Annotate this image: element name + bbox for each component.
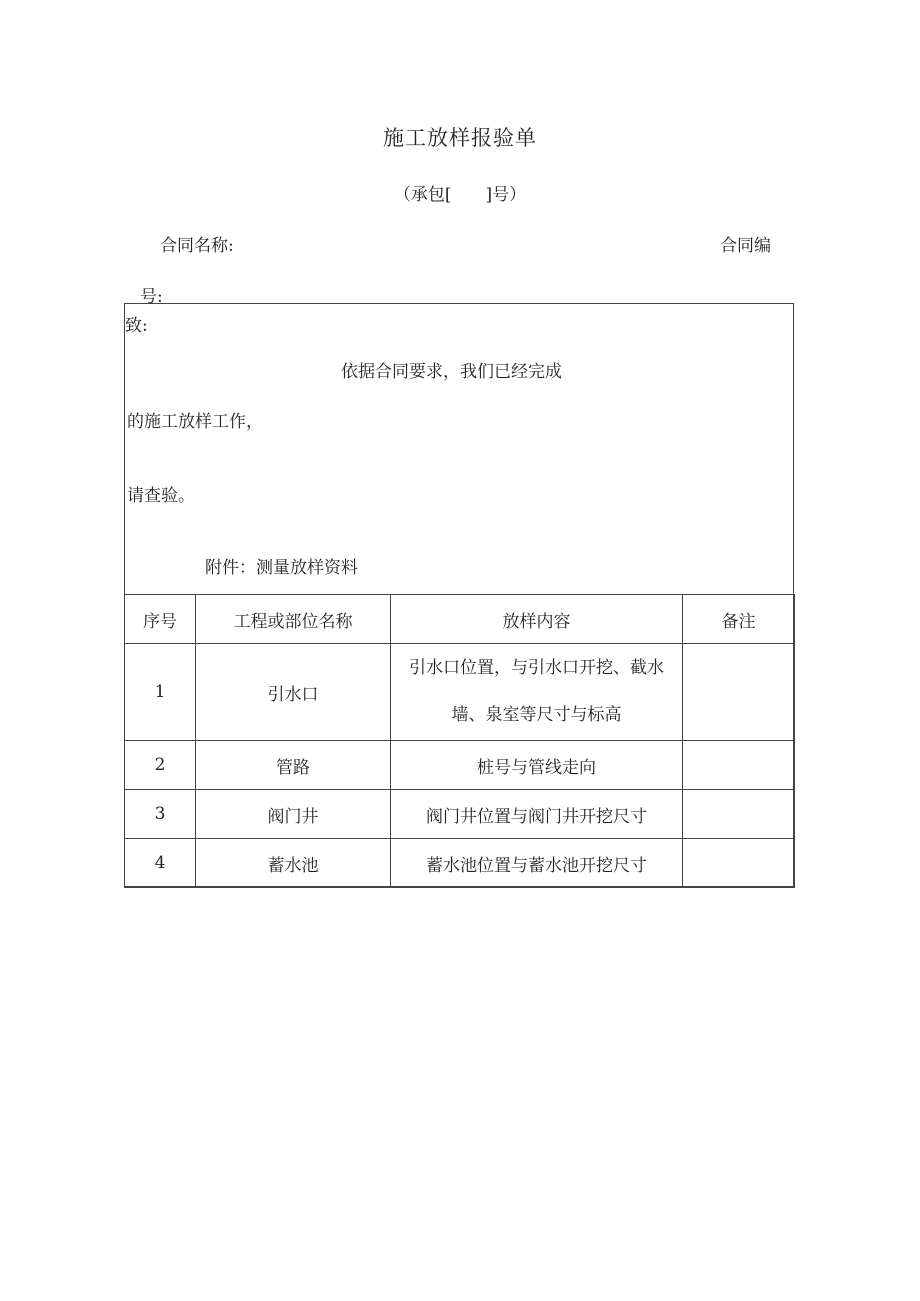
recipient-label: 致: — [125, 316, 148, 336]
row-staking-content: 阀门井位置与阀门井开挖尺寸 — [391, 790, 683, 839]
row-remark[interactable] — [683, 790, 795, 839]
row-serial-no: 2 — [125, 741, 196, 790]
row-remark[interactable] — [683, 839, 795, 888]
contract-name-label: 合同名称: — [160, 236, 234, 256]
row-staking-content — [391, 644, 683, 741]
inspection-form — [124, 303, 794, 887]
row-item-name: 管路 — [196, 741, 391, 790]
row-staking-content: 蓄水池位置与蓄水池开挖尺寸 — [391, 839, 683, 888]
row-staking-content-line-1: 引水口位置，与引水口开挖、截水 — [409, 658, 664, 678]
row-staking-content: 桩号与管线走向 — [391, 741, 683, 790]
staking-items-table — [124, 594, 795, 888]
row-remark[interactable] — [683, 741, 795, 790]
row-item-name: 阀门井 — [196, 790, 391, 839]
header-serial-no: 序号 — [125, 595, 196, 644]
table-row — [125, 839, 795, 888]
table-header-row — [125, 595, 795, 644]
form-body-line-3: 请查验。 — [127, 486, 195, 506]
document-title: 施工放样报验单 — [383, 126, 537, 150]
table-row — [125, 790, 795, 839]
header-item-name: 工程或部位名称 — [196, 595, 391, 644]
header-staking-content: 放样内容 — [391, 595, 683, 644]
contract-number-label-part2: 号: — [140, 287, 163, 307]
row-serial-no: 4 — [125, 839, 196, 888]
form-body-line-2: 的施工放样工作， — [127, 412, 263, 432]
row-remark[interactable] — [683, 644, 795, 741]
row-staking-content-line-2: 墙、泉室等尺寸与标高 — [451, 705, 622, 725]
row-item-name: 引水口 — [196, 644, 391, 741]
table-row — [125, 741, 795, 790]
table-row — [125, 644, 795, 741]
document-subtitle: （承包[ ]号） — [393, 185, 527, 205]
attachment-note: 附件：测量放样资料 — [205, 558, 358, 578]
row-item-name: 蓄水池 — [196, 839, 391, 888]
form-body-line-1: 依据合同要求，我们已经完成 — [341, 362, 562, 382]
row-serial-no: 3 — [125, 790, 196, 839]
header-remark: 备注 — [683, 595, 795, 644]
row-serial-no: 1 — [125, 644, 196, 741]
contract-number-label-part1: 合同编 — [720, 236, 771, 256]
